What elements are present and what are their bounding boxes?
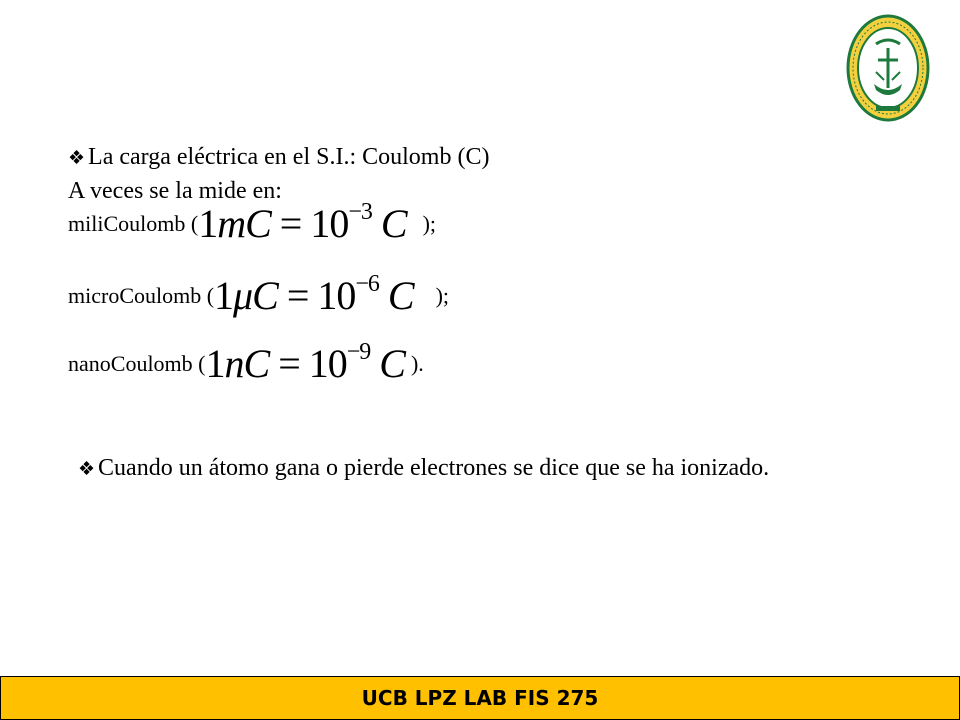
eq-unit: C xyxy=(243,341,270,386)
equation-mili xyxy=(198,200,406,247)
eq-unit-right: C xyxy=(378,273,414,318)
eq-number: 1 xyxy=(214,273,234,318)
equation-nano xyxy=(206,340,405,387)
heading2-text: Cuando un átomo gana o pierde electrones se dice que se ha ionizado. xyxy=(98,455,770,481)
diamond-bullet-icon: ❖ xyxy=(68,148,86,169)
eq-prefix: n xyxy=(224,341,244,386)
eq-equals: = 10 xyxy=(277,273,356,318)
unit-close: ). xyxy=(410,350,424,376)
eq-prefix: m xyxy=(217,201,246,246)
university-seal-logo xyxy=(846,14,930,122)
eq-exponent: −9 xyxy=(346,338,371,365)
eq-unit-right: C xyxy=(371,201,407,246)
unit-row-nano xyxy=(68,340,424,387)
unit-close: ); xyxy=(422,210,437,236)
eq-exponent: −3 xyxy=(348,198,372,225)
eq-equals: = 10 xyxy=(270,201,349,246)
diamond-bullet-icon: ❖ xyxy=(78,459,96,480)
unit-name: miliCoulomb ( xyxy=(68,210,199,236)
eq-unit: C xyxy=(252,273,278,318)
footer-text: UCB LPZ LAB FIS 275 xyxy=(361,686,599,710)
unit-row-mili xyxy=(68,200,436,247)
footer-bar xyxy=(0,676,960,720)
unit-close: ); xyxy=(435,282,450,308)
intro-text: A veces se la mide en: xyxy=(68,178,282,204)
heading-ionizado xyxy=(78,455,769,483)
heading1-text: La carga eléctrica en el S.I.: Coulomb (C) xyxy=(88,144,490,170)
unit-name: nanoCoulomb ( xyxy=(68,350,206,376)
unit-name: microCoulomb ( xyxy=(68,282,215,308)
eq-number: 1 xyxy=(205,341,225,386)
eq-unit-right: C xyxy=(370,341,405,386)
eq-exponent: −6 xyxy=(355,270,379,297)
eq-equals: = 10 xyxy=(269,341,347,386)
eq-number: 1 xyxy=(198,201,218,246)
heading-carga-electrica xyxy=(68,144,489,172)
equation-micro xyxy=(214,272,414,319)
eq-prefix: μ xyxy=(233,273,253,318)
eq-unit: C xyxy=(245,201,271,246)
unit-row-micro xyxy=(68,272,449,319)
